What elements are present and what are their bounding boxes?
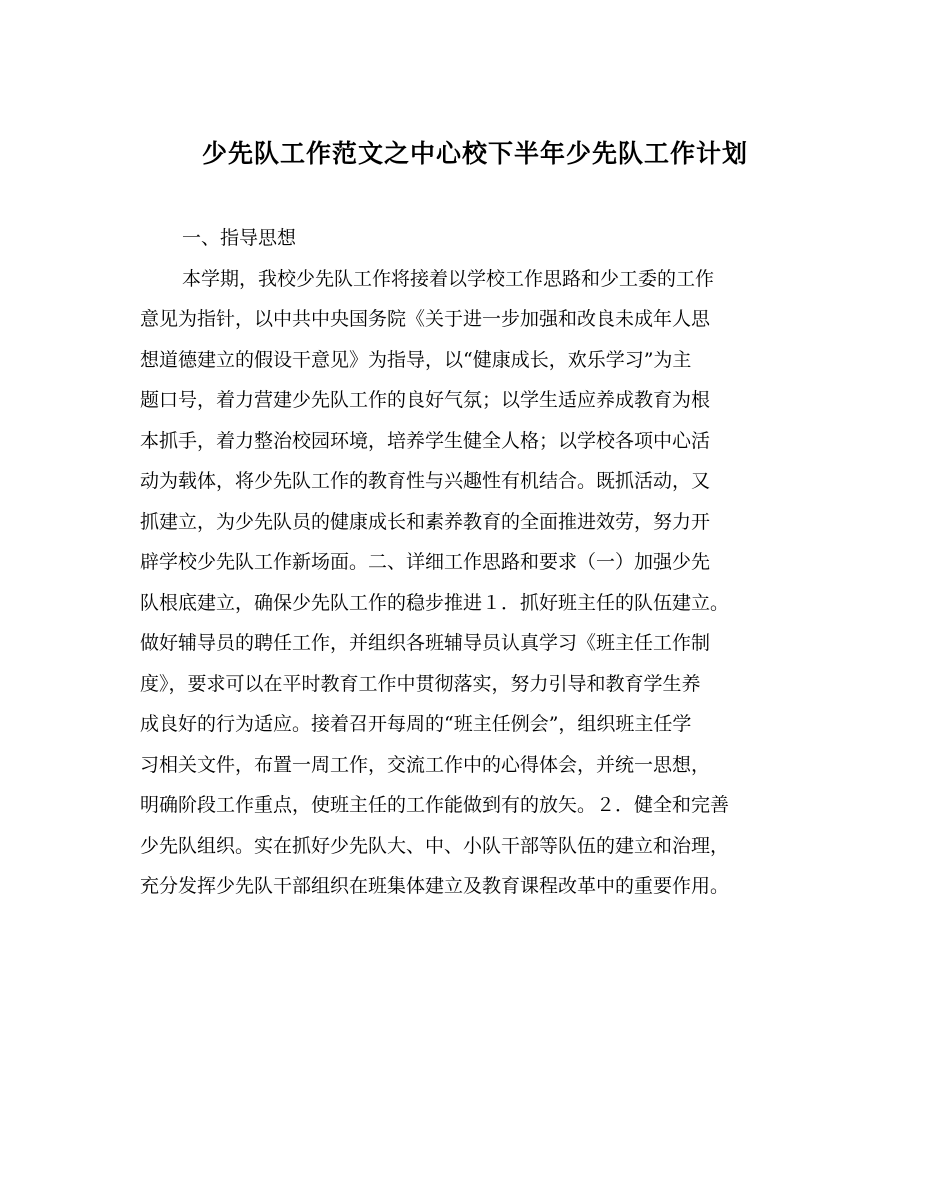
- paragraph-line: 习相关文件，布置一周工作，交流工作中的心得体会，并统一思想，: [140, 753, 711, 776]
- paragraph-line: 动为载体，将少先队工作的教育性与兴趣性有机结合。既抓活动，又: [140, 470, 711, 492]
- paragraph-line: 少先队组织。实在抓好少先队大、中、小队干部等队伍的建立和治理，: [140, 834, 730, 857]
- paragraph-line: 本抓手，着力整治校园环境，培养学生健全人格；以学校各项中心活: [140, 429, 711, 452]
- section-heading: 一、指导思想: [182, 227, 297, 249]
- paragraph-line: 题口号，着力营建少先队工作的良好气氛；以学生适应养成教育为根: [140, 389, 711, 411]
- paragraph-line: 度》，要求可以在平时教育工作中贯彻落实，努力引导和教育学生养: [140, 672, 701, 695]
- document-title: 少先队工作范文之中心校下半年少先队工作计划: [201, 139, 748, 168]
- paragraph-line: 意见为指针，以中共中央国务院《关于进一步加强和改良未成年人思: [140, 308, 711, 330]
- document-body: [140, 218, 808, 907]
- paragraph-line: 本学期，我校少先队工作将接着以学校工作思路和少工委的工作: [182, 267, 715, 290]
- paragraph-line: 队根底建立，确保少先队工作的稳步推进１．抓好班主任的队伍建立。: [140, 591, 730, 614]
- paragraph-line: 做好辅导员的聘任工作，并组织各班辅导员认真学习《班主任工作制: [140, 632, 711, 654]
- paragraph-line: 充分发挥少先队干部组织在班集体建立及教育课程改革中的重要作用。: [140, 875, 730, 897]
- paragraph-line: 想道德建立的假设干意见》为指导，以“健康成长，欢乐学习”为主: [140, 348, 692, 371]
- paragraph-line: 抓建立，为少先队员的健康成长和素养教育的全面推进效劳，努力开: [140, 510, 711, 533]
- paragraph-line: 成良好的行为适应。接着召开每周的“班主任例会”，组织班主任学: [140, 713, 692, 735]
- paragraph-line: 辟学校少先队工作新场面。二、详细工作思路和要求（一）加强少先: [140, 551, 711, 573]
- paragraph-line: 明确阶段工作重点，使班主任的工作能做到有的放矢。２．健全和完善: [140, 794, 730, 816]
